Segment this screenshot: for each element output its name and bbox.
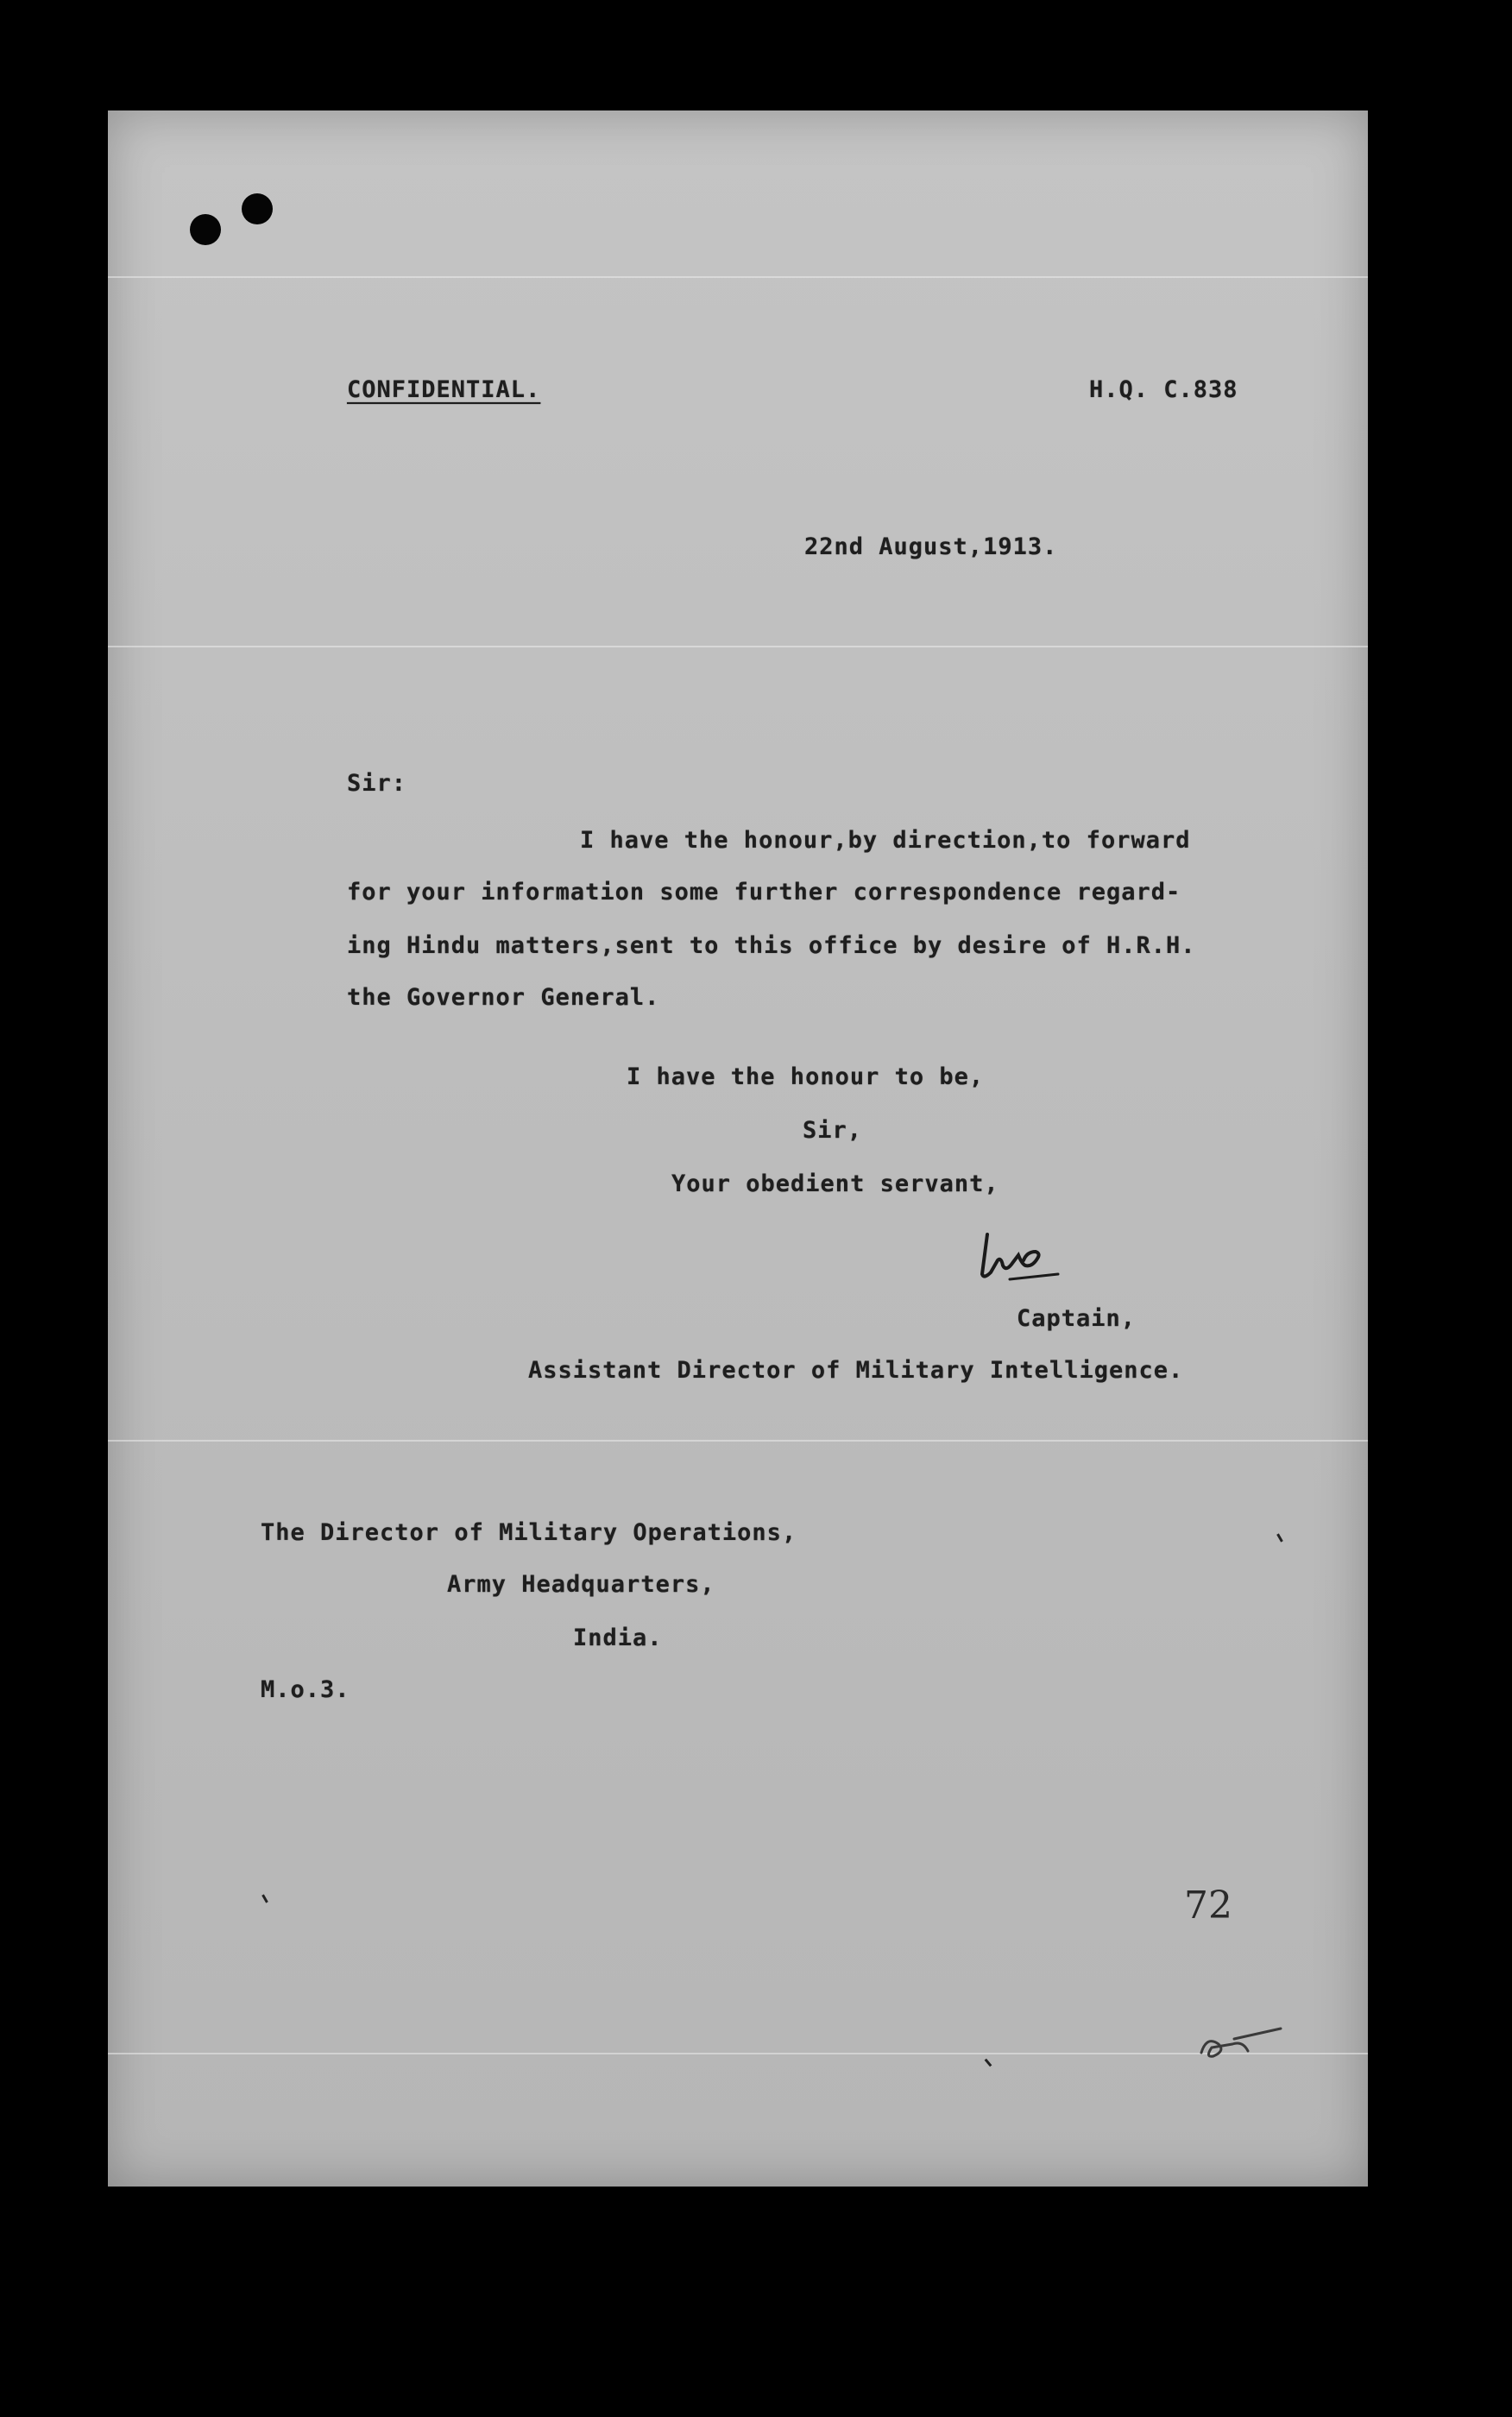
reference-number: H.Q. C.838	[1089, 376, 1238, 403]
body-line: for your information some further correspondence regard-	[347, 879, 1181, 906]
punch-hole	[242, 193, 273, 224]
signature-mark	[975, 1229, 1070, 1290]
body-line: I have the honour,by direction,to forward	[580, 827, 1191, 854]
document-page	[108, 110, 1368, 2187]
salutation: Sir:	[347, 770, 407, 797]
body-line: ing Hindu matters,sent to this office by desire of H.R.H.	[347, 932, 1196, 959]
closing-line: Your obedient servant,	[671, 1171, 999, 1197]
paper-crease	[108, 646, 1368, 647]
body-line: the Governor General.	[347, 984, 660, 1011]
addressee-line: India.	[573, 1625, 663, 1651]
pencil-mark	[1194, 2018, 1298, 2070]
letter-date: 22nd August,1913.	[804, 533, 1058, 560]
punch-hole	[190, 214, 221, 245]
paper-crease	[108, 2053, 1368, 2054]
closing-line: I have the honour to be,	[627, 1063, 985, 1090]
paper-crease	[108, 1440, 1368, 1442]
addressee-line: The Director of Military Operations,	[261, 1519, 797, 1546]
paper-crease	[108, 276, 1368, 278]
signatory-title: Assistant Director of Military Intelligence.	[528, 1357, 1184, 1384]
closing-line: Sir,	[803, 1117, 863, 1144]
page-number: 72	[1184, 1884, 1232, 1928]
signatory-rank: Captain,	[1017, 1305, 1137, 1332]
classification-heading: CONFIDENTIAL.	[347, 376, 541, 403]
file-reference: M.o.3.	[261, 1676, 350, 1703]
addressee-line: Army Headquarters,	[447, 1571, 715, 1598]
